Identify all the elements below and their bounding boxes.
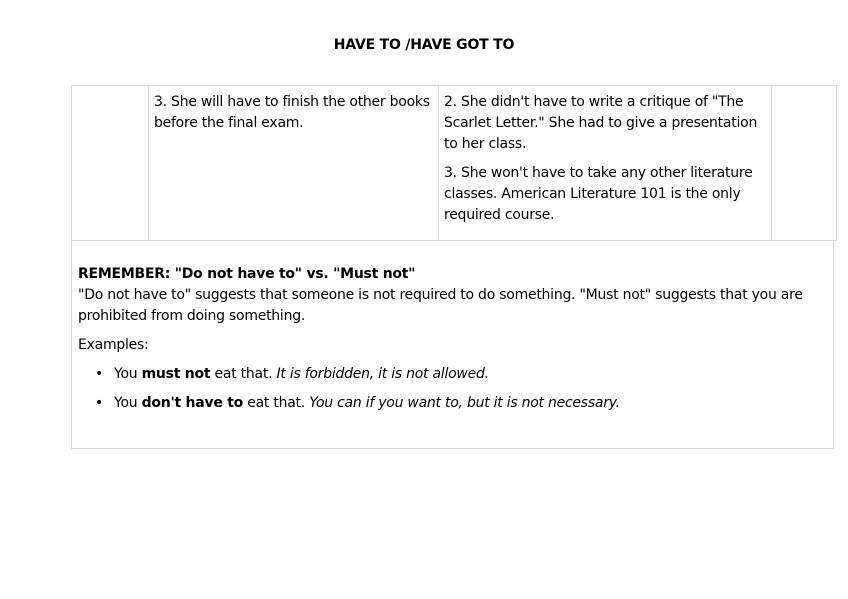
list-item [78, 364, 827, 385]
example-prefix: You [114, 395, 142, 411]
page-title: HAVE TO /HAVE GOT TO [333, 37, 515, 53]
examples-list [78, 364, 827, 414]
examples-label: Examples: [78, 337, 149, 353]
list-item [78, 393, 827, 414]
table-row [72, 86, 837, 241]
table-cell-empty-left [72, 86, 149, 241]
example-note: You can if you want to, but it is not necessary. [309, 395, 620, 411]
table-cell-negative [439, 86, 772, 241]
bullet-icon: • [95, 395, 104, 411]
example-middle: eat that. [210, 366, 277, 382]
examples-table [71, 85, 837, 241]
remember-explanation: "Do not have to" suggests that someone is not required to do something. "Must not" suggests that you are prohibited from doing something. [78, 287, 803, 324]
remember-box [71, 241, 834, 449]
example-note: It is forbidden, it is not allowed. [276, 366, 489, 382]
table-cell-empty-right [772, 86, 837, 241]
example-sentence: 3. She won't have to take any other literature classes. American Literature 101 is the only required course. [444, 165, 753, 223]
example-sentence: 3. She will have to finish the other books before the final exam. [154, 94, 430, 131]
example-sentence: 2. She didn't have to write a critique of "The Scarlet Letter." She had to give a presentation to her class. [444, 94, 758, 152]
table-cell-future [149, 86, 439, 241]
example-emphasis: must not [141, 366, 211, 382]
remember-heading: REMEMBER: "Do not have to" vs. "Must not" [78, 266, 416, 282]
bullet-icon: • [95, 366, 104, 382]
example-middle: eat that. [243, 395, 310, 411]
example-prefix: You [114, 366, 142, 382]
example-emphasis: don't have to [141, 395, 244, 411]
